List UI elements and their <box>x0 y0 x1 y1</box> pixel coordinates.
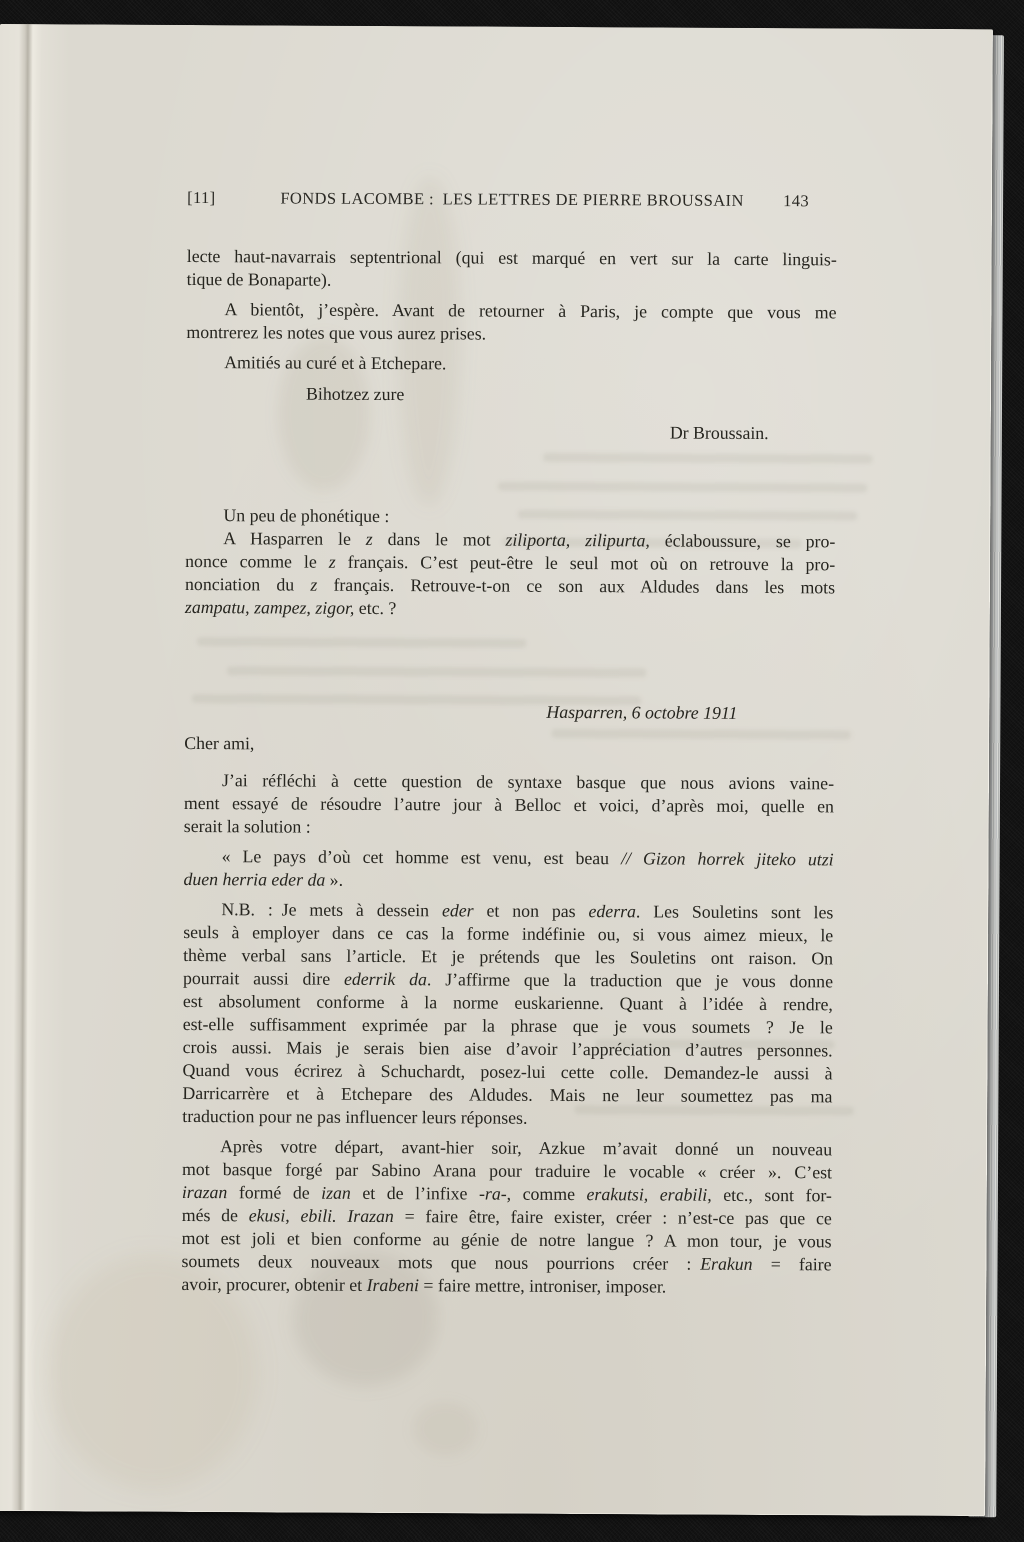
text-line: Dr Broussain. <box>669 422 769 444</box>
text-line: tique de Bonaparte). <box>186 268 332 290</box>
text-line: traduction pour ne pas influencer leurs réponses. <box>182 1105 528 1128</box>
text-line: seuls à employer dans ce cas la forme indéfinie ou, si vous aimez mieux, le <box>183 921 834 946</box>
header-page-number: 143 <box>783 191 810 211</box>
text-line: irazan formé de izan et de l’infixe -ra-, comme erakutsi, erabili, etc., sont for- <box>181 1181 832 1206</box>
heading-un-peu-de-phonetique <box>185 504 835 530</box>
paragraph-nota-bene <box>182 898 833 1131</box>
paragraph-phonetique <box>185 527 835 622</box>
book-page <box>0 24 993 1516</box>
header-title: FONDS LACOMBE : LES LETTRES DE PIERRE BROUSSAIN <box>280 188 744 210</box>
text-line: thème verbal sans l’article. Et je prétends que les Souletins ont raison. On <box>183 944 834 969</box>
stain <box>413 1401 478 1456</box>
signature-dr-broussain <box>670 422 836 446</box>
text-line: mot basque forgé par Sabino Arana pour traduire le vocable « créer ». C’est <box>181 1158 833 1183</box>
text-line: Amitiés au curé et à Etchepare. <box>224 352 447 374</box>
text-line: lecte haut-navarrais septentrional (qui est marqué en vert sur la carte linguis- <box>186 245 837 270</box>
text-line: Après votre départ, avant-hier soir, Azkue m’avait donné un nouveau <box>220 1136 833 1160</box>
text-line: nonce comme le z français. C’est peut-être le seul mot où on retrouve la pro- <box>185 550 836 575</box>
text-line: mot est joli et bien conforme au génie de notre langue ? A mon tour, je vous <box>181 1227 832 1252</box>
text-line: A bientôt, j’espère. Avant de retourner à Paris, je compte que vous me <box>224 299 837 323</box>
text-line: A Hasparren le z dans le mot ziliporta, zilipurta, éclaboussure, se pro- <box>223 528 836 552</box>
text-line: « Le pays d’où cet homme est venu, est beau // Gizon horrek jiteko utzi <box>221 846 834 870</box>
text-line: N.B. : Je mets à dessein eder et non pas ederra. Les Souletins sont les <box>221 899 834 923</box>
text-line: zampatu, zampez, zigor, etc. ? <box>184 596 397 619</box>
text-line: serait la solution : <box>183 815 311 837</box>
text-line: Cher ami, <box>184 732 255 754</box>
header-entry-number: [11] <box>187 187 216 208</box>
paragraph-dialecte <box>187 245 837 294</box>
text-line: J’ai réfléchi à cette question de syntaxe basque que nous avions vaine- <box>221 770 835 794</box>
paragraph-citation <box>183 845 833 894</box>
text-line: duen herria eder da ». <box>183 868 344 890</box>
text-line: soumets deux nouveaux mots que nous pourrions créer : Erakun = faire <box>181 1250 832 1275</box>
text-line: Hasparren, 6 octobre 1911 <box>546 701 738 723</box>
text-line: Darricarrère et à Etchepare des Aldudes. Mais ne leur soumettez pas ma <box>182 1082 833 1107</box>
closing-bihotzez <box>306 383 836 409</box>
text-line: ment essayé de résoudre l’autre jour à Belloc et voici, d’après moi, quelle en <box>183 792 834 817</box>
text-line: nonciation du z français. Retrouve-t-on ce son aux Aldudes dans les mots <box>185 573 836 598</box>
text-line: avoir, procurer, obtenir et Irabeni = faire mettre, introniser, imposer. <box>181 1273 667 1297</box>
paragraph-jai-reflechi <box>184 769 834 841</box>
paragraph-apres-depart <box>181 1135 832 1299</box>
text-line: Quand vous écrirez à Schuchardt, posez-lui cette colle. Demandez-le aussi à <box>182 1059 833 1084</box>
text-line: Bihotzez zure <box>306 383 405 405</box>
text-line: est-elle suffisamment exprimée par la phrase que je vous soumets ? Je le <box>182 1013 833 1038</box>
paragraph-a-bientot <box>186 298 836 347</box>
text-line: crois aussi. Mais je serais bien aise d’avoir l’appréciation d’autres personnes. <box>182 1036 833 1061</box>
text-line: més de ekusi, ebili. Irazan = faire être, faire exister, créer : n’est-ce pas que ce <box>181 1204 832 1229</box>
text-line: pourrait aussi dire ederrik da. J’affirme que la traduction que je vous donne <box>182 967 834 992</box>
letter-dateline <box>546 701 834 726</box>
salutation-cher-ami <box>184 732 834 758</box>
letter-text <box>181 209 837 1299</box>
paragraph-amities <box>186 351 836 377</box>
text-line: est absolument conforme à la norme euskarienne. Quant à l’idée à rendre, <box>182 990 833 1015</box>
text-line: montrerez les notes que vous aurez prises. <box>186 321 487 344</box>
text-line: Un peu de phonétique : <box>223 505 390 527</box>
